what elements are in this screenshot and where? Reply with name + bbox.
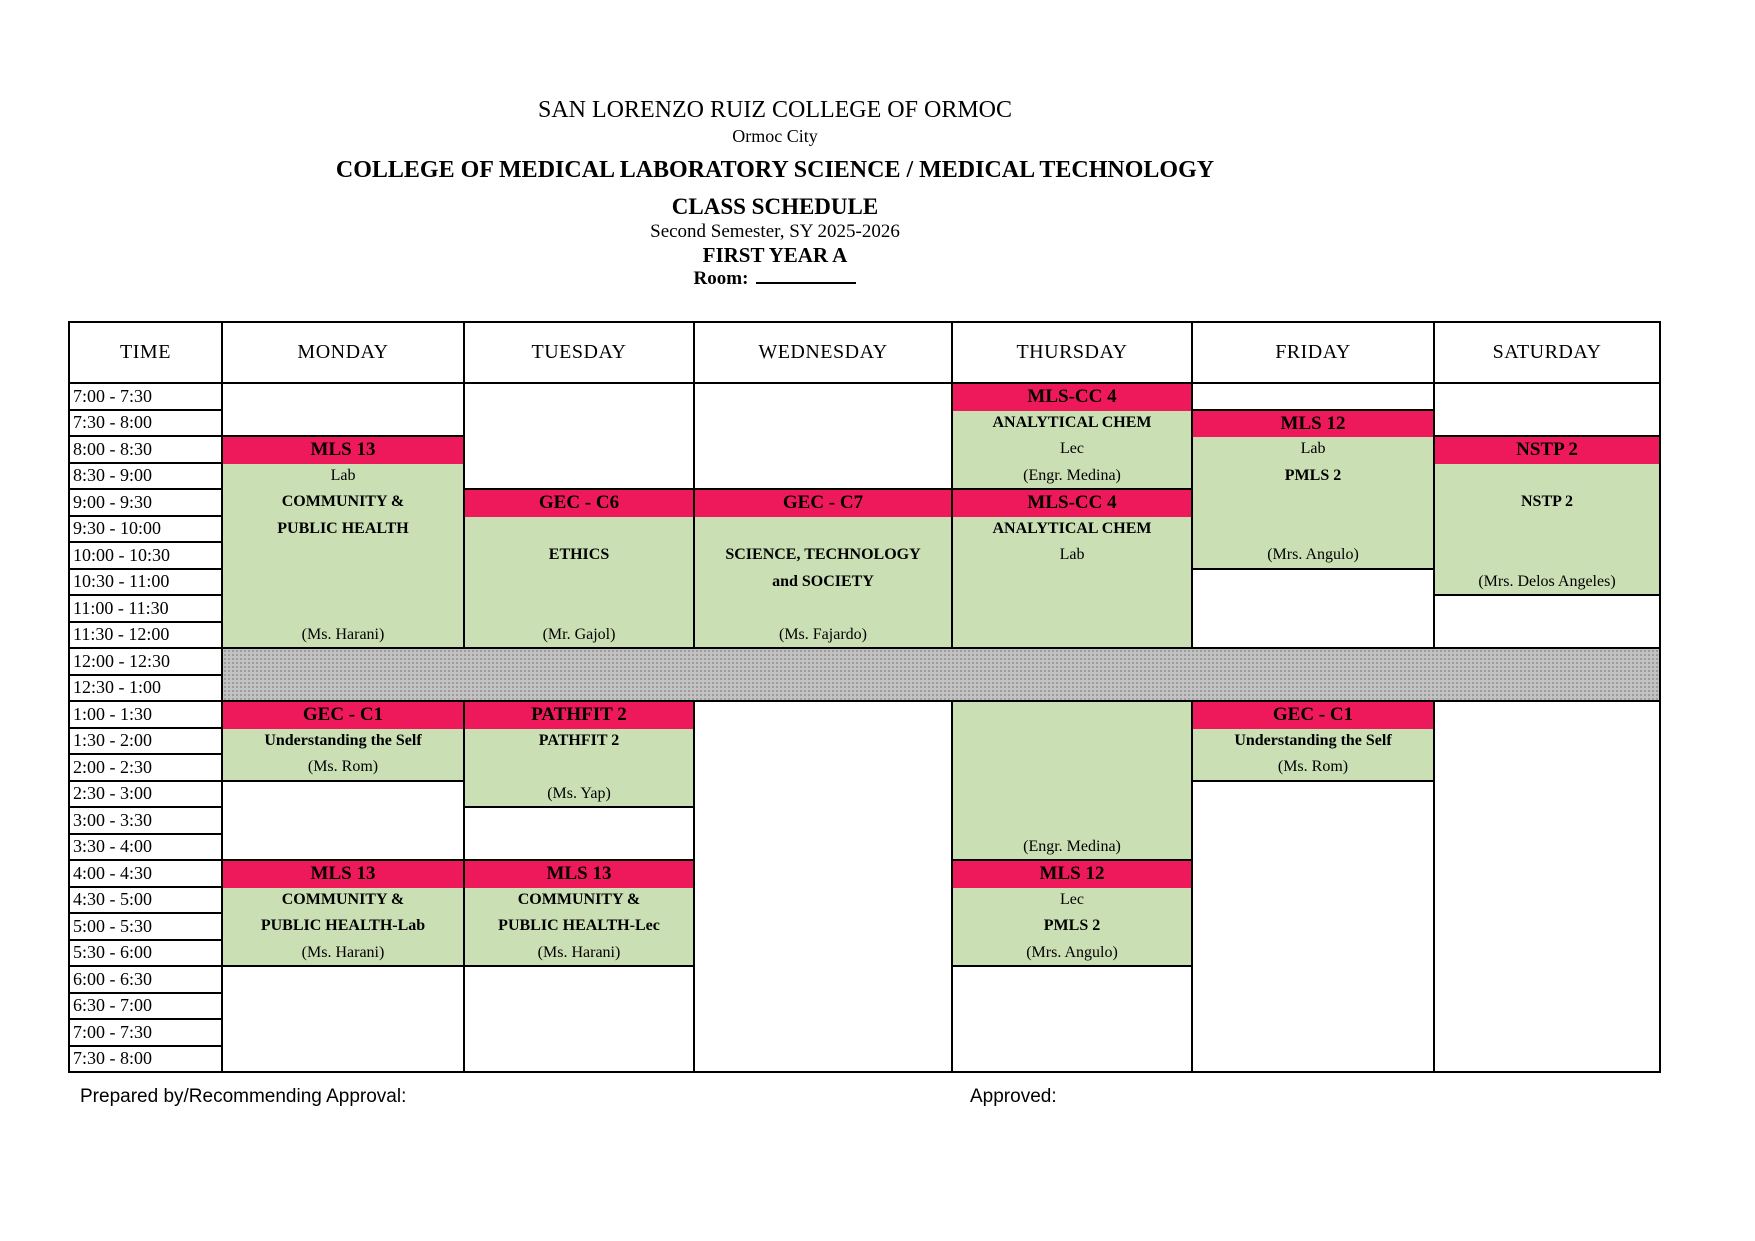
- class-block: [1191, 700, 1435, 782]
- time-slot-cell: 10:00 - 10:30: [68, 541, 223, 570]
- class-block: [951, 382, 1193, 490]
- day-header-wednesday: WEDNESDAY: [693, 321, 953, 384]
- class-detail-line: (Mrs. Angulo): [1026, 943, 1118, 961]
- class-block: [221, 435, 465, 649]
- time-slot-cell: 12:30 - 1:00: [68, 674, 223, 703]
- time-slot-cell: 12:00 - 12:30: [68, 647, 223, 676]
- day-header-thursday: THURSDAY: [951, 321, 1193, 384]
- class-detail-line: Lec: [1060, 890, 1084, 908]
- class-detail-line: COMMUNITY &: [281, 493, 405, 510]
- empty-cell: [1191, 780, 1435, 1074]
- time-slot-cell: 11:30 - 12:00: [68, 621, 223, 650]
- class-detail-line: (Mr. Gajol): [542, 625, 616, 643]
- class-block: [951, 859, 1193, 967]
- class-title: GEC - C1: [223, 702, 463, 729]
- empty-cell: [1191, 382, 1435, 411]
- time-slot-cell: 7:00 - 7:30: [68, 1018, 223, 1047]
- time-slot-cell: 7:30 - 8:00: [68, 409, 223, 438]
- day-header-friday: FRIDAY: [1191, 321, 1435, 384]
- class-detail-line: Lec: [1060, 440, 1084, 457]
- class-title: GEC - C6: [465, 490, 693, 517]
- time-slot-cell: 4:30 - 5:00: [68, 886, 223, 915]
- class-title: PATHFIT 2: [465, 702, 693, 729]
- class-title: MLS 12: [1193, 411, 1433, 438]
- class-detail-line: (Mrs. Delos Angeles): [1478, 572, 1616, 590]
- time-slot-cell: 2:00 - 2:30: [68, 753, 223, 782]
- empty-cell: [463, 382, 695, 490]
- time-slot-cell: 10:30 - 11:00: [68, 568, 223, 597]
- class-detail-line: (Engr. Medina): [1023, 466, 1121, 484]
- class-block: [1433, 435, 1661, 596]
- class-block: [463, 700, 695, 808]
- prepared-by-label: Prepared by/Recommending Approval:: [80, 1086, 407, 1107]
- time-slot-cell: 1:30 - 2:00: [68, 727, 223, 756]
- class-block: [951, 700, 1193, 861]
- class-title: GEC - C7: [695, 490, 951, 517]
- time-slot-cell: 3:30 - 4:00: [68, 833, 223, 862]
- class-detail-line: Lab: [330, 466, 356, 484]
- day-header-monday: MONDAY: [221, 321, 465, 384]
- class-title: MLS 13: [223, 437, 463, 464]
- class-detail-line: and SOCIETY: [772, 572, 874, 590]
- empty-cell: [221, 965, 465, 1073]
- class-detail-line: PUBLIC HEALTH-Lec: [498, 917, 660, 934]
- time-slot-cell: 6:00 - 6:30: [68, 965, 223, 994]
- class-detail-line: COMMUNITY &: [281, 890, 405, 908]
- empty-cell: [693, 382, 953, 490]
- time-slot-cell: 4:00 - 4:30: [68, 859, 223, 888]
- class-title: MLS-CC 4: [953, 490, 1191, 517]
- class-detail-line: ETHICS: [548, 546, 610, 563]
- time-slot-cell: 7:00 - 7:30: [68, 382, 223, 411]
- class-detail-line: (Ms. Rom): [1277, 758, 1349, 775]
- time-slot-cell: 8:00 - 8:30: [68, 435, 223, 464]
- class-block: [221, 859, 465, 967]
- time-column-header: TIME: [68, 321, 223, 384]
- college-name: COLLEGE OF MEDICAL LABORATORY SCIENCE / MEDICAL TECHNOLOGY: [335, 157, 1215, 183]
- class-detail-line: SCIENCE, TECHNOLOGY: [725, 546, 921, 563]
- lunch-break-band: [221, 647, 1661, 702]
- class-block: [693, 488, 953, 649]
- time-slot-cell: 2:30 - 3:00: [68, 780, 223, 809]
- class-detail-line: (Engr. Medina): [1023, 837, 1121, 855]
- class-detail-line: NSTP 2: [1520, 493, 1573, 510]
- class-detail-line: Lab: [1300, 440, 1326, 457]
- time-slot-cell: 6:30 - 7:00: [68, 992, 223, 1021]
- time-slot-cell: 11:00 - 11:30: [68, 594, 223, 623]
- semester-line: Second Semester, SY 2025-2026: [650, 221, 900, 242]
- class-detail-line: PMLS 2: [1043, 917, 1101, 934]
- empty-cell: [221, 382, 465, 437]
- class-detail-line: ANALYTICAL CHEM: [992, 413, 1152, 431]
- class-block: [1191, 409, 1435, 570]
- year-section: FIRST YEAR A: [702, 243, 848, 267]
- time-slot-cell: 7:30 - 8:00: [68, 1045, 223, 1074]
- class-detail-line: Lab: [1059, 546, 1085, 563]
- time-slot-cell: 3:00 - 3:30: [68, 806, 223, 835]
- empty-cell: [951, 965, 1193, 1073]
- class-title: MLS 13: [465, 861, 693, 888]
- class-detail-line: (Ms. Harani): [301, 625, 385, 643]
- class-detail-line: Understanding the Self: [1234, 731, 1392, 749]
- document-title: CLASS SCHEDULE: [671, 194, 879, 219]
- empty-cell: [1433, 594, 1661, 649]
- class-block: [951, 488, 1193, 649]
- time-slot-cell: 9:00 - 9:30: [68, 488, 223, 517]
- class-title: MLS-CC 4: [953, 384, 1191, 411]
- class-title: NSTP 2: [1435, 437, 1659, 464]
- school-city: Ormoc City: [732, 126, 818, 146]
- day-header-tuesday: TUESDAY: [463, 321, 695, 384]
- class-detail-line: COMMUNITY &: [517, 890, 641, 908]
- empty-cell: [463, 806, 695, 861]
- class-detail-line: PATHFIT 2: [538, 731, 620, 749]
- class-block: [463, 859, 695, 967]
- time-slot-cell: 9:30 - 10:00: [68, 515, 223, 544]
- class-detail-line: (Ms. Harani): [537, 943, 621, 961]
- empty-cell: [221, 780, 465, 862]
- school-name: SAN LORENZO RUIZ COLLEGE OF ORMOC: [538, 97, 1012, 123]
- time-slot-cell: 5:30 - 6:00: [68, 939, 223, 968]
- class-block: [463, 488, 695, 649]
- class-title: MLS 12: [953, 861, 1191, 888]
- class-title: GEC - C1: [1193, 702, 1433, 729]
- room-label: Room:: [693, 268, 749, 289]
- class-detail-line: PUBLIC HEALTH-Lab: [260, 917, 426, 934]
- time-slot-cell: 8:30 - 9:00: [68, 462, 223, 491]
- approved-label: Approved:: [970, 1086, 1057, 1107]
- class-title: MLS 13: [223, 861, 463, 888]
- empty-cell: [1433, 700, 1661, 1073]
- class-detail-line: (Mrs. Angulo): [1267, 546, 1359, 563]
- empty-cell: [1191, 568, 1435, 650]
- class-detail-line: (Ms. Rom): [307, 758, 379, 775]
- time-slot-cell: 5:00 - 5:30: [68, 912, 223, 941]
- class-detail-line: (Ms. Harani): [301, 943, 385, 961]
- empty-cell: [463, 965, 695, 1073]
- time-slot-cell: 1:00 - 1:30: [68, 700, 223, 729]
- class-detail-line: PMLS 2: [1284, 466, 1342, 484]
- class-detail-line: PUBLIC HEALTH: [277, 519, 409, 537]
- class-block: [221, 700, 465, 782]
- empty-cell: [693, 700, 953, 1073]
- empty-cell: [1433, 382, 1661, 437]
- class-detail-line: ANALYTICAL CHEM: [992, 519, 1152, 537]
- class-detail-line: Understanding the Self: [264, 731, 422, 749]
- class-detail-line: (Ms. Fajardo): [779, 625, 867, 643]
- class-detail-line: (Ms. Yap): [547, 784, 611, 802]
- day-header-saturday: SATURDAY: [1433, 321, 1661, 384]
